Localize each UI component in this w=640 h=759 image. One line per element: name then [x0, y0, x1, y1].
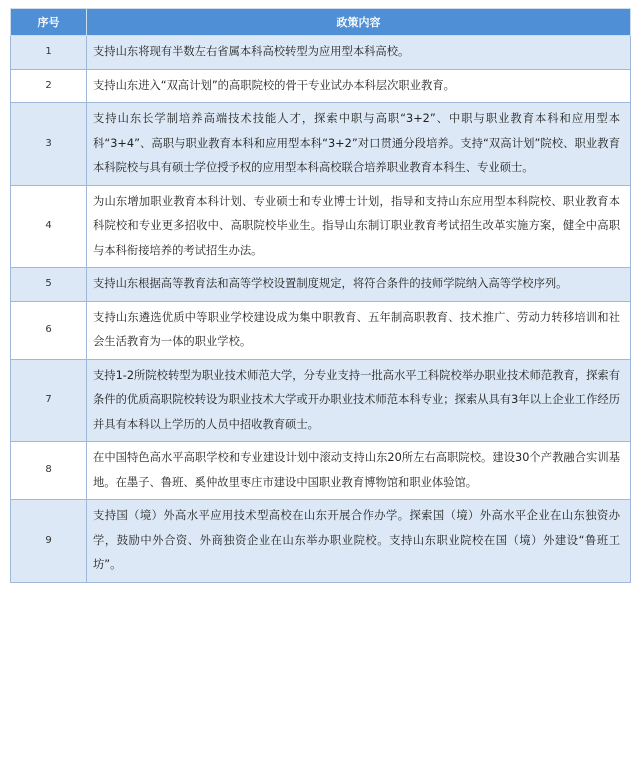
table-header-row [11, 9, 631, 36]
row-policy-text: 支持山东将现有半数左右省属本科高校转型为应用型本科高校。 [87, 36, 631, 70]
row-number: 6 [11, 301, 87, 359]
row-number: 8 [11, 442, 87, 500]
row-policy-text: 支持国（境）外高水平应用技术型高校在山东开展合作办学。探索国（境）外高水平企业在山东独资办学，鼓励中外合资、外商独资企业在山东举办职业院校。支持山东职业院校在国（境）外建设“鲁班工坊”。 [87, 500, 631, 583]
table-row [11, 268, 631, 302]
table-row [11, 301, 631, 359]
row-number: 7 [11, 359, 87, 442]
row-number: 3 [11, 103, 87, 186]
row-policy-text: 支持山东进入“双高计划”的高职院校的骨干专业试办本科层次职业教育。 [87, 69, 631, 103]
table-row [11, 69, 631, 103]
row-policy-text: 支持山东长学制培养高端技术技能人才，探索中职与高职“3+2”、中职与职业教育本科和应用型本科“3+4”、高职与职业教育本科和应用型本科“3+2”对口贯通分段培养。支持“双高计划”院校、职业教育本科院校与具有硕士学位授予权的应用型本科高校联合培养职业教育本科生、专业硕士。 [87, 103, 631, 186]
table-row [11, 359, 631, 442]
header-seq: 序号 [11, 9, 87, 36]
row-number: 1 [11, 36, 87, 70]
row-number: 9 [11, 500, 87, 583]
table-row [11, 500, 631, 583]
row-policy-text: 支持山东遴选优质中等职业学校建设成为集中职教育、五年制高职教育、技术推广、劳动力转移培训和社会生活教育为一体的职业学校。 [87, 301, 631, 359]
row-policy-text: 在中国特色高水平高职学校和专业建设计划中滚动支持山东20所左右高职院校。建设30个产教融合实训基地。在墨子、鲁班、奚仲故里枣庄市建设中国职业教育博物馆和职业体验馆。 [87, 442, 631, 500]
policy-table [10, 8, 631, 583]
row-policy-text: 为山东增加职业教育本科计划、专业硕士和专业博士计划，指导和支持山东应用型本科院校、职业教育本科院校和专业更多招收中、高职院校毕业生。指导山东制订职业教育考试招生改革实施方案，健全中高职与本科衔接培养的考试招生办法。 [87, 185, 631, 268]
row-number: 5 [11, 268, 87, 302]
table-row [11, 103, 631, 186]
header-policy-content: 政策内容 [87, 9, 631, 36]
row-policy-text: 支持1-2所院校转型为职业技术师范大学，分专业支持一批高水平工科院校举办职业技术师范教育，探索有条件的优质高职院校转设为职业技术大学或开办职业技术师范本科专业；探索从具有3年以上企业工作经历并具有本科以上学历的人员中招收教育硕士。 [87, 359, 631, 442]
table-row [11, 442, 631, 500]
table-row [11, 36, 631, 70]
row-number: 2 [11, 69, 87, 103]
table-row [11, 185, 631, 268]
row-policy-text: 支持山东根据高等教育法和高等学校设置制度规定，将符合条件的技师学院纳入高等学校序列。 [87, 268, 631, 302]
row-number: 4 [11, 185, 87, 268]
policy-table-container [10, 8, 630, 583]
